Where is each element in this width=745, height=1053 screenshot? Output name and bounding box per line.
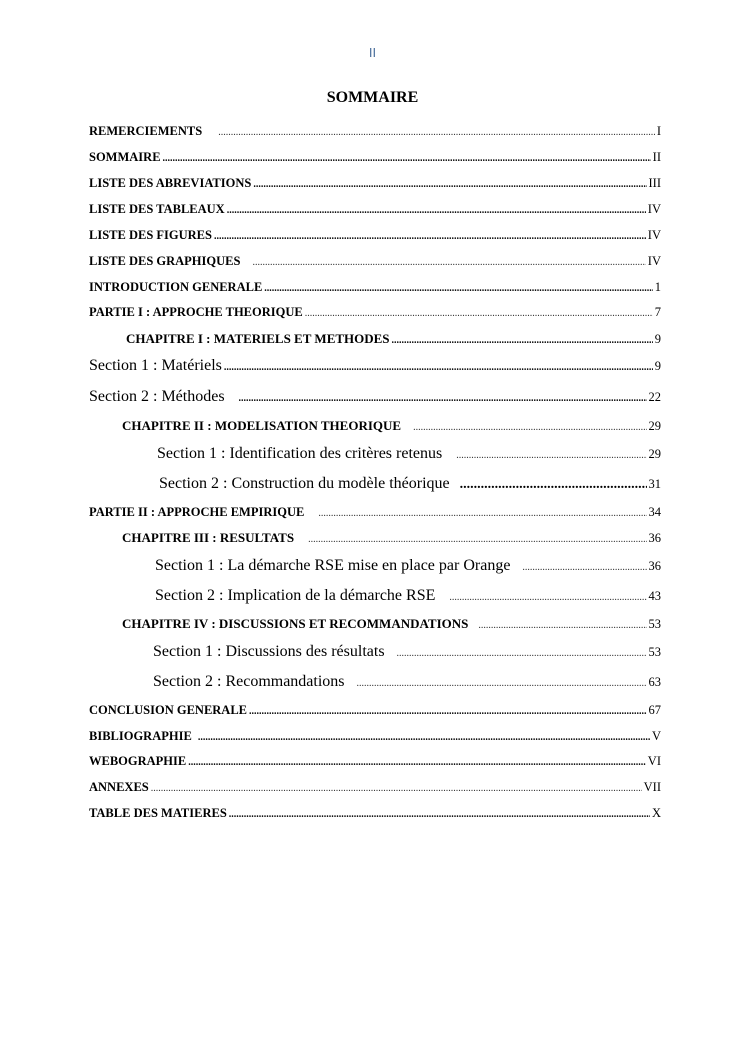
dot-leader [318,508,646,519]
toc-entry-page: 29 [648,419,661,433]
page-number: II [368,45,377,60]
toc-entry-label: LISTE DES GRAPHIQUES [89,254,241,268]
toc-entry-page: 9 [654,332,661,346]
dot-leader [264,283,652,294]
dot-leader [478,620,646,631]
toc-entry-label: WEBOGRAPHIE [89,754,187,768]
toc-entry-page: 34 [648,505,661,519]
dot-leader [218,127,655,138]
toc-entry-page: IV [647,254,661,268]
dot-leader [252,257,645,268]
dot-leader [224,362,653,373]
toc-entry-page: 36 [648,531,661,545]
toc-entry-ch4-section-2[interactable] [0,673,661,691]
dot-leader [305,308,653,319]
toc-entry-partie-2[interactable] [0,505,661,520]
toc-entry-label: Section 1 : Discussions des résultats [153,643,385,660]
toc-entry-annexes[interactable] [0,780,661,795]
toc-entry-label: TABLE DES MATIERES [89,806,227,820]
dot-leader [357,678,647,689]
toc-entry-bibliographie[interactable] [0,729,661,744]
toc-entry-introduction[interactable] [0,280,661,295]
toc-entry-label: REMERCIEMENTS [89,124,203,138]
toc-entry-chapitre-4[interactable] [0,616,661,632]
toc-entry-liste-figures[interactable] [0,228,661,243]
toc-entry-page: IV [647,228,661,242]
toc-entry-ch3-section-2[interactable] [0,587,661,605]
toc-entry-page: 1 [654,280,661,294]
toc-entry-label: LISTE DES TABLEAUX [89,202,225,216]
toc-entry-remerciements[interactable] [0,124,661,139]
toc-entry-page: I [656,124,661,138]
toc-entry-page: III [648,176,661,190]
toc-entry-ch3-section-1[interactable] [0,557,661,575]
toc-entry-label: Section 2 : Méthodes [89,388,225,405]
toc-entry-label: ANNEXES [89,780,149,794]
toc-entry-label: BIBLIOGRAPHIE [89,729,192,743]
toc-entry-chapitre-3[interactable] [0,530,661,546]
toc-entry-page: 53 [648,645,661,659]
toc-entry-liste-tableaux[interactable] [0,202,661,217]
toc-entry-label: Section 2 : Recommandations [153,673,345,690]
dot-leader [253,179,646,190]
toc-entry-table-matieres[interactable] [0,806,661,821]
toc-entry-ch2-section-1[interactable] [0,445,661,463]
toc-entry-chapitre-2[interactable] [0,418,661,434]
toc-entry-label: Section 2 : Construction du modèle théorique [159,475,450,492]
dot-leader [249,706,646,717]
toc-entry-page: 22 [648,390,661,404]
toc-entry-page: 7 [654,305,661,319]
toc-entry-page: 9 [654,359,661,373]
toc-entry-webographie[interactable] [0,754,661,769]
toc-entry-label: LISTE DES ABREVIATIONS [89,176,252,190]
toc-entry-label: Section 2 : Implication de la démarche RSE [155,587,436,604]
toc-entry-chapitre-1[interactable] [0,331,661,347]
dot-leader [214,231,646,242]
toc-entry-page: 67 [648,703,661,717]
toc-entry-page: VII [643,780,661,794]
toc-entry-label: Section 1 : Identification des critères retenus [157,445,443,462]
toc-entry-liste-graphiques[interactable] [0,254,661,269]
toc-entry-page: IV [647,202,661,216]
toc-entry-label: PARTIE II : APPROCHE EMPIRIQUE [89,505,305,519]
dot-leader [449,592,646,603]
toc-entry-page: VI [647,754,661,768]
dot-leader [188,757,646,768]
toc-entry-liste-abreviations[interactable] [0,176,661,191]
toc-entry-label: SOMMAIRE [89,150,161,164]
toc-entry-ch2-section-2[interactable] [0,475,661,493]
dot-leader [227,205,646,216]
toc-entry-ch1-section-1[interactable] [0,357,661,375]
toc-entry-label: CHAPITRE II : MODELISATION THEORIQUE [122,418,402,433]
toc-entry-page: 63 [648,675,661,689]
dot-leader [392,335,653,346]
toc-entry-sommaire[interactable] [0,150,661,165]
dot-leader [397,648,647,659]
dot-leader [198,732,650,743]
toc-entry-page: 53 [648,617,661,631]
toc-entry-page: 31 [648,477,661,491]
toc-entry-ch4-section-1[interactable] [0,643,661,661]
toc-entry-label: Section 1 : La démarche RSE mise en place par Orange [155,557,511,574]
dot-leader [239,393,647,404]
toc-entry-page: II [652,150,661,164]
toc-entry-conclusion[interactable] [0,703,661,718]
toc-entry-page: 36 [648,559,661,573]
toc-entry-label: LISTE DES FIGURES [89,228,212,242]
dot-leader [456,450,646,461]
dot-leader [163,153,651,164]
toc-entry-label: Section 1 : Matériels [89,357,222,374]
page-title: SOMMAIRE [326,89,419,106]
toc-entry-label: PARTIE I : APPROCHE THEORIQUE [89,305,303,319]
toc-entry-label: CHAPITRE IV : DISCUSSIONS ET RECOMMANDATIONS [122,616,469,631]
dot-leader [460,477,647,493]
toc-entry-label: INTRODUCTION GENERALE [89,280,263,294]
dot-leader [308,534,646,545]
toc-entry-page: X [651,806,661,820]
toc-entry-label: CONCLUSION GENERALE [89,703,248,717]
dot-leader [413,422,646,433]
toc-entry-page: 29 [648,447,661,461]
toc-entry-page: 43 [648,589,661,603]
toc-entry-label: CHAPITRE III : RESULTATS [122,530,295,545]
toc-entry-label: CHAPITRE I : MATERIELS ET METHODES [126,331,390,346]
toc-entry-ch1-section-2[interactable] [0,388,661,406]
toc-entry-partie-1[interactable] [0,305,661,320]
toc-entry-page: V [651,729,661,743]
dot-leader [151,783,642,794]
dot-leader [229,809,650,820]
dot-leader [522,562,646,573]
